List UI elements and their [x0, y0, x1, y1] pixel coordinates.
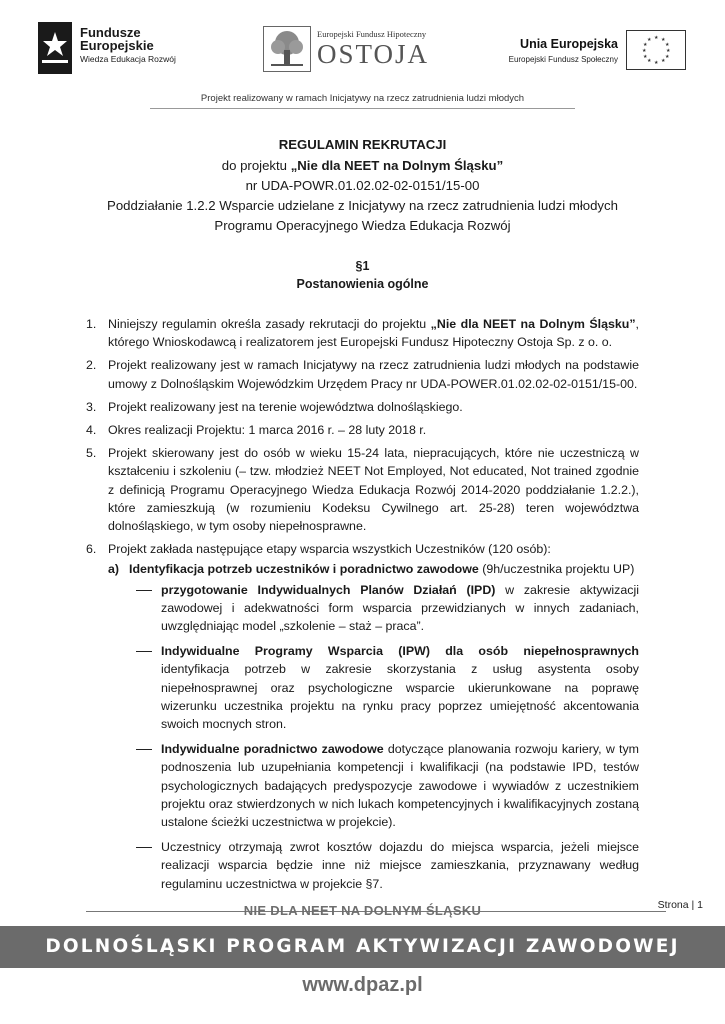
item-number: 3. [86, 399, 97, 414]
svg-text:★: ★ [647, 58, 652, 64]
dash-text: w zakresie aktywizacji zawodowej i adekwatności form wsparcia przewidzianych w innych zadaniach, uwzględniając model „szkolenie – staż – praca”. [161, 582, 639, 634]
svg-text:★: ★ [654, 35, 659, 41]
document-heading: REGULAMIN REKRUTACJI [278, 137, 447, 152]
general-provisions-list [86, 315, 639, 900]
unia-europejska-logo [470, 32, 690, 72]
item-number: 2. [86, 358, 97, 373]
page-number: Strona | 1 [657, 899, 703, 911]
svg-text:★: ★ [642, 48, 647, 54]
subaction-line: Poddziałanie 1.2.2 Wsparcie udzielane z Inicjatywy na rzecz zatrudnienia ludzi młodych [107, 198, 618, 213]
svg-text:★: ★ [666, 48, 671, 54]
header-tagline: Projekt realizowany w ramach Inicjatywy na rzecz zatrudnienia ludzi młodych [200, 93, 525, 104]
footer-program-name: DOLNOŚLĄSKI PROGRAM AKTYWIZACJI ZAWODOWEJ [45, 936, 680, 957]
dash-bold-text: Indywidualne Programy Wsparcia (IPW) dla osób niepełnosprawnych [161, 644, 639, 659]
list-item [86, 356, 639, 392]
svg-text:★: ★ [665, 54, 670, 60]
footer-program-banner [0, 926, 725, 968]
svg-text:★: ★ [643, 42, 648, 48]
item-text: Niniejszy regulamin określa zasady rekrutacji do projektu [108, 317, 431, 331]
project-number: nr UDA-POWR.01.02.02-02-0151/15-00 [245, 178, 480, 193]
sub-item-bold-text: Identyfikacja potrzeb uczestników i poradnictwo zawodowe [129, 562, 479, 577]
svg-text:★: ★ [654, 60, 659, 66]
item-text: , którego Wnioskodawcą i realizatorem jest Europejski Fundusz Hipoteczny Ostoja Sp. z o. o. [108, 317, 639, 350]
project-name-line [0, 158, 725, 173]
list-item [86, 315, 639, 351]
program-line: Programu Operacyjnego Wiedza Edukacja Rozwój [214, 218, 511, 233]
dash-text: dotyczące planowania rozwoju kariery, w tym podnoszenia lub uzupełniania kompetencji i kwalifikacji (na podstawie IPD, testów psychologicznych badających predyspozycje zawodowe i wywiadów z uczestnikiem projektu oraz stwierdzonych w nich lukach kompetencyjnych i kwalifikacyjnych zostaną ustalone ścieżki uczestnictwa w projekcie). [161, 742, 639, 830]
fe-line2: Europejskie [80, 38, 154, 53]
item-bold-text: „Nie dla NEET na Dolnym Śląsku” [430, 317, 636, 331]
item-text: Projekt realizowany jest w ramach Inicjatywy na rzecz zatrudnienia ludzi młodych na podstawie umowy z Dolnośląskim Wojewódzkim Urzędem Pracy nr UDA-POWER.01.02.02-02-0151/15-00. [108, 358, 639, 391]
list-item [86, 540, 639, 893]
svg-text:★: ★ [643, 54, 648, 60]
fe-line3: Wiedza Edukacja Rozwój [80, 54, 176, 64]
dash-item [129, 838, 639, 893]
item-number: 4. [86, 423, 97, 438]
dash-bold-text: przygotowanie Indywidualnych Planów Działań (IPD) [161, 582, 496, 597]
list-item [86, 444, 639, 535]
dash-text: Uczestnicy otrzymają zwrot kosztów dojazdu do miejsca wsparcia, jeżeli miejsce realizacji wsparcia będzie inne niż miejsce zamieszkania, przyznawany według regulaminu uczestnictwa w projekcie §7. [161, 840, 639, 891]
item-number: 1. [86, 317, 97, 331]
svg-text:★: ★ [647, 37, 652, 43]
svg-text:★: ★ [665, 42, 670, 48]
dash-marker [136, 651, 152, 652]
fe-line1: Fundusze [80, 25, 141, 40]
dash-marker [136, 749, 152, 750]
header-divider [150, 108, 575, 109]
dash-marker [136, 847, 152, 848]
section-title: Postanowienia ogólne [296, 277, 429, 291]
item-text: Projekt zakłada następujące etapy wsparcia wszystkich Uczestników (120 osób): [108, 542, 551, 557]
item-text: Projekt realizowany jest na terenie województwa dolnośląskiego. [108, 399, 463, 414]
fe-star-icon [38, 22, 72, 74]
sub-item-letter: a) [108, 562, 120, 577]
dash-item [129, 740, 639, 831]
project-name-prefix: do projektu [221, 158, 291, 173]
project-name: „Nie dla NEET na Dolnym Śląsku” [290, 158, 504, 173]
footer-website-link[interactable]: www.dpaz.pl [302, 974, 423, 996]
tree-icon [263, 26, 311, 72]
dash-item [129, 581, 639, 636]
item-number: 6. [86, 542, 97, 557]
svg-text:★: ★ [661, 37, 666, 43]
eu-flag-icon [626, 30, 686, 70]
sub-item-a [108, 560, 639, 892]
dash-marker [136, 590, 152, 591]
svg-text:★: ★ [661, 58, 666, 64]
ue-line1: Unia Europejska [520, 37, 618, 51]
fundusze-europejskie-logo [38, 22, 198, 82]
ostoja-logo [263, 26, 433, 72]
footer-project-name: NIE DLA NEET NA DOLNYM ŚLĄSKU [243, 903, 482, 918]
sub-item-text: (9h/uczestnika projektu UP) [478, 562, 635, 577]
item-text: Okres realizacji Projektu: 1 marca 2016 r. – 28 luty 2018 r. [108, 423, 427, 438]
item-text: Projekt skierowany jest do osób w wieku 15-24 lata, niepracujących, które nie uczestniczą w kształceniu i szkoleniu (– tzw. młodzież NEET Not Employed, Not educated, Not trained zgodnie z definicją Programu Operacyjnego Wiedza Edukacja Rozwój 2014-2020 poddziałanie 1.2.2.), które zamieszkują (w rozumieniu Kodeksu Cywilnego art. 25-28) teren województwa dolnośląskiego, w tym osoby niepełnosprawne. [108, 446, 639, 534]
section-number: §1 [355, 259, 370, 273]
dash-bold-text: Indywidualne poradnictwo zawodowe [161, 742, 384, 757]
list-item [86, 398, 639, 416]
ue-line2: Europejski Fundusz Społeczny [508, 55, 618, 64]
item-number: 5. [86, 446, 97, 461]
list-item [86, 421, 639, 439]
ostoja-subtitle: Europejski Fundusz Hipoteczny [317, 29, 427, 39]
ostoja-title: OSTOJA [317, 39, 430, 69]
dash-item [129, 642, 639, 733]
dash-text: identyfikacja potrzeb w zakresie skorzystania z usług asystenta osoby niepełnosprawnej oraz psychologiczne wsparcie ukierunkowane na poprawę wizerunku uczestnika projektu na rynku pracy poprzez umiejętność akcentowania swoich mocnych stron. [161, 662, 639, 732]
